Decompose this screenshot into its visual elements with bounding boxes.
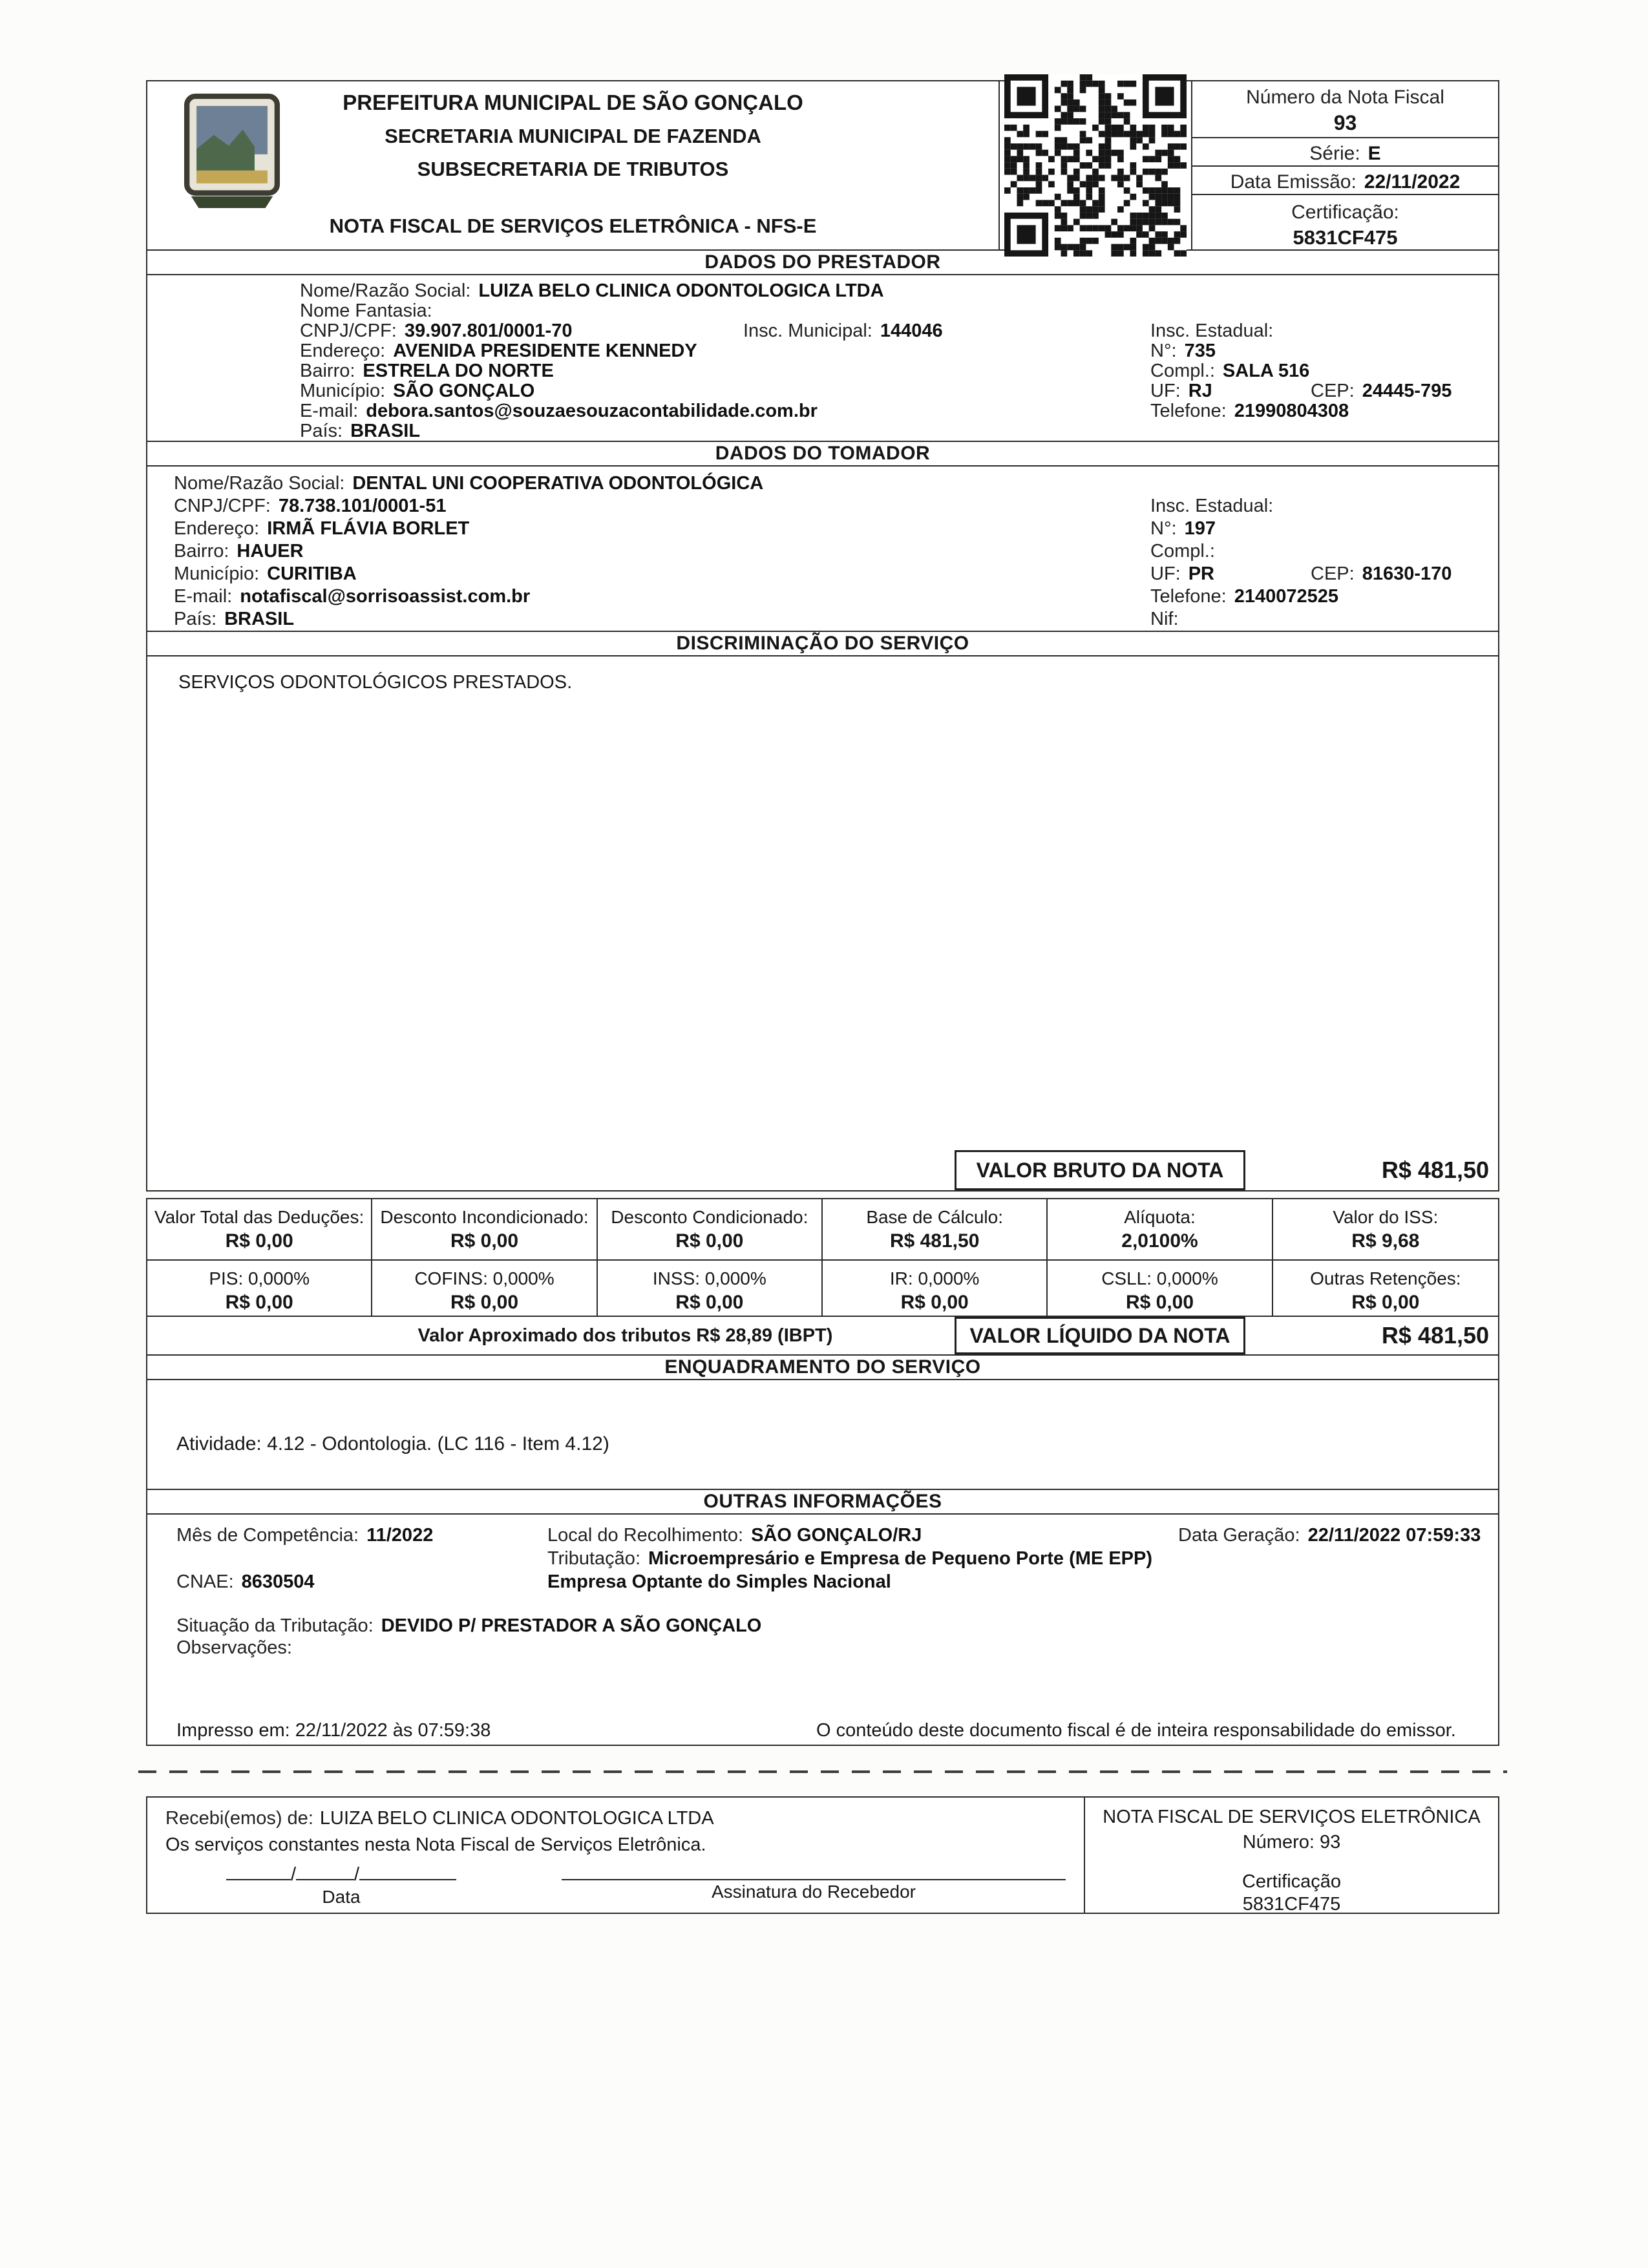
prestador-razao-line	[147, 280, 1498, 300]
competencia-pair: Mês de Competência: 11/2022	[176, 1525, 434, 1546]
compl-label: Compl.:	[1150, 541, 1215, 562]
net-value-amount: R$ 481,50	[1381, 1322, 1489, 1349]
bairro-value: HAUER	[237, 541, 304, 562]
emission-date-label: Data Emissão:	[1230, 171, 1357, 193]
tomador-municipio-line	[147, 563, 1498, 586]
certification-label: Certificação:	[1291, 201, 1399, 223]
prestador-section	[146, 274, 1499, 442]
tomador-bairro-line	[147, 541, 1498, 563]
atividade-text: Atividade: 4.12 - Odontologia. (LC 116 - Item 4.12)	[176, 1433, 609, 1454]
header-org-block	[147, 81, 998, 249]
responsabilidade-text: O conteúdo deste documento fiscal é de inteira responsabilidade do emissor.	[816, 1720, 1456, 1741]
municipio-value: CURITIBA	[267, 563, 357, 584]
tomador-endereco-line	[147, 518, 1498, 541]
pais-label: País:	[300, 421, 343, 441]
data-geracao-pair: Data Geração: 22/11/2022 07:59:33	[1178, 1525, 1481, 1546]
prestador-fantasia-line	[147, 300, 1498, 320]
prestador-cnpj-line	[147, 320, 1498, 341]
org-name-line3: SUBSECRETARIA DE TRIBUTOS	[417, 158, 729, 180]
gross-value-label-cell: VALOR BRUTO DA NOTA	[955, 1150, 1245, 1190]
service-description-section	[146, 655, 1499, 1192]
razao-label: Nome/Razão Social:	[174, 473, 345, 494]
tax-cell-pis: PIS: 0,000% R$ 0,00	[147, 1261, 372, 1316]
certification-cell	[1192, 195, 1498, 249]
pais-label: País:	[174, 609, 217, 629]
bairro-label: Bairro:	[174, 541, 229, 562]
date-caption: Data	[322, 1887, 361, 1907]
section-bar-enquadramento: ENQUADRAMENTO DO SERVIÇO	[146, 1354, 1499, 1380]
prestador-email-line	[147, 401, 1498, 421]
section-bar-outras-informacoes: OUTRAS INFORMAÇÕES	[146, 1489, 1499, 1515]
razao-value: DENTAL UNI COOPERATIVA ODONTOLÓGICA	[352, 473, 764, 494]
qr-code-cell	[998, 81, 1192, 249]
pais-value: BRASIL	[350, 421, 421, 441]
tear-dashed-line	[138, 1770, 1507, 1773]
net-value-label-cell: VALOR LÍQUIDO DA NOTA	[955, 1317, 1245, 1354]
service-description-text: SERVIÇOS ODONTOLÓGICOS PRESTADOS.	[178, 672, 573, 693]
serie-label: Série:	[1309, 142, 1360, 164]
tax-cell-inss: INSS: 0,000% R$ 0,00	[598, 1261, 823, 1316]
uf-value: PR	[1188, 563, 1215, 584]
receiver-signature-field	[562, 1861, 1066, 1902]
cnae-pair: CNAE: 8630504	[176, 1571, 315, 1592]
endereco-label: Endereço:	[174, 518, 260, 539]
email-label: E-mail:	[174, 586, 233, 607]
simples-nacional-text: Empresa Optante do Simples Nacional	[547, 1571, 891, 1592]
insc-municipal-value: 144046	[880, 320, 943, 341]
uf-cep-pair	[1150, 381, 1452, 402]
invoice-meta-column	[1192, 81, 1498, 249]
cep-label: CEP:	[1311, 563, 1355, 584]
serie-cell	[1192, 138, 1498, 167]
uf-label: UF:	[1150, 381, 1181, 401]
invoice-number-value: 93	[1333, 111, 1357, 134]
insc-municipal-label: Insc. Municipal:	[743, 320, 872, 341]
observacoes-label: Observações:	[176, 1637, 292, 1658]
pais-value: BRASIL	[224, 609, 295, 629]
compl-label: Compl.:	[1150, 361, 1215, 381]
invoice-number-cell	[1192, 81, 1498, 138]
qr-code-icon	[1004, 74, 1187, 257]
uf-cep-pair	[1150, 563, 1452, 585]
signature-line	[562, 1861, 1066, 1880]
tax-cell-desconto-condicionado: Desconto Condicionado: R$ 0,00	[598, 1199, 823, 1261]
razao-label: Nome/Razão Social:	[300, 280, 471, 301]
numero-label: N°:	[1150, 518, 1177, 539]
nif-label: Nif:	[1150, 609, 1179, 629]
document-title: NOTA FISCAL DE SERVIÇOS ELETRÔNICA - NFS-E	[329, 215, 817, 237]
tomador-email-line	[147, 586, 1498, 609]
municipal-coat-of-arms-logo	[184, 93, 280, 215]
telefone-pair	[1150, 586, 1338, 607]
cnpj-label: CNPJ/CPF:	[174, 496, 271, 516]
prestador-bairro-line	[147, 361, 1498, 381]
signature-row	[147, 1861, 1084, 1906]
section-bar-discriminacao: DISCRIMINAÇÃO DO SERVIÇO	[146, 631, 1499, 656]
cep-label: CEP:	[1311, 381, 1355, 401]
bairro-label: Bairro:	[300, 361, 355, 381]
email-value: debora.santos@souzaesouzacontabilidade.com.br	[366, 401, 818, 421]
emission-date-value: 22/11/2022	[1364, 171, 1461, 193]
nif-pair	[1150, 609, 1179, 630]
enquadramento-section	[146, 1379, 1499, 1490]
endereco-value: AVENIDA PRESIDENTE KENNEDY	[393, 341, 697, 361]
tributacao-pair: Tributação: Microempresário e Empresa de Pequeno Porte (ME EPP)	[547, 1548, 1153, 1569]
invoice-header	[146, 80, 1499, 251]
municipio-label: Município:	[300, 381, 386, 401]
nfse-invoice-document	[146, 80, 1499, 1914]
insc-estadual-pair	[1150, 496, 1273, 517]
section-bar-tomador: DADOS DO TOMADOR	[146, 441, 1499, 467]
org-name-line2: SECRETARIA MUNICIPAL DE FAZENDA	[385, 125, 761, 147]
compl-value: SALA 516	[1222, 361, 1310, 381]
cep-value: 81630-170	[1362, 563, 1452, 584]
telefone-label: Telefone:	[1150, 586, 1227, 607]
cnpj-value: 78.738.101/0001-51	[278, 496, 447, 516]
stub-right-block	[1085, 1798, 1498, 1913]
serie-value: E	[1368, 142, 1381, 164]
gross-row-spacer	[147, 1150, 955, 1190]
tax-cell-deducoes: Valor Total das Deduções: R$ 0,00	[147, 1199, 372, 1261]
cnpj-value: 39.907.801/0001-70	[404, 320, 573, 341]
endereco-value: IRMÃ FLÁVIA BORLET	[267, 518, 470, 539]
receipt-stub	[146, 1796, 1499, 1914]
emission-date-cell	[1192, 167, 1498, 195]
insc-municipal-pair	[743, 320, 943, 342]
municipio-value: SÃO GONÇALO	[393, 381, 535, 401]
gross-value-amount: R$ 481,50	[1381, 1157, 1489, 1183]
tax-cell-cofins: COFINS: 0,000% R$ 0,00	[372, 1261, 597, 1316]
tax-cell-csll: CSLL: 0,000% R$ 0,00	[1048, 1261, 1273, 1316]
telefone-value: 21990804308	[1234, 401, 1349, 421]
stub-numero: Número: 93	[1242, 1832, 1341, 1853]
certification-value: 5831CF475	[1293, 226, 1398, 249]
email-label: E-mail:	[300, 401, 359, 421]
signature-caption: Assinatura do Recebedor	[712, 1882, 916, 1902]
approx-taxes-text: Valor Aproximado dos tributos R$ 28,89 (IBPT)	[417, 1325, 833, 1346]
impresso-text: Impresso em: 22/11/2022 às 07:59:38	[176, 1720, 491, 1741]
org-name-line1: PREFEITURA MUNICIPAL DE SÃO GONÇALO	[343, 90, 803, 114]
tomador-cnpj-line	[147, 496, 1498, 518]
prestador-municipio-line	[147, 381, 1498, 401]
tomador-pais-line	[147, 609, 1498, 631]
tomador-razao-line	[147, 473, 1498, 496]
fantasia-label: Nome Fantasia:	[300, 300, 432, 321]
tax-table	[146, 1198, 1499, 1317]
tax-cell-outras-retencoes: Outras Retenções: R$ 0,00	[1310, 1268, 1461, 1313]
tax-cell-aliquota: Alíquota: 2,0100%	[1048, 1199, 1273, 1261]
cep-value: 24445-795	[1362, 381, 1452, 401]
section-bar-prestador: DADOS DO PRESTADOR	[146, 249, 1499, 275]
uf-label: UF:	[1150, 563, 1181, 584]
telefone-pair	[1150, 401, 1349, 422]
recebi-line: Recebi(emos) de: LUIZA BELO CLINICA ODONTOLOGICA LTDA	[165, 1808, 714, 1829]
numero-value: 735	[1184, 341, 1216, 361]
compl-pair	[1150, 541, 1215, 562]
stub-left-block	[147, 1798, 1085, 1913]
gross-value-row	[147, 1150, 1498, 1190]
insc-estadual-label: Insc. Estadual:	[1150, 496, 1274, 516]
tax-cell-valor-iss: Valor do ISS: R$ 9,68	[1273, 1199, 1498, 1261]
razao-value: LUIZA BELO CLINICA ODONTOLOGICA LTDA	[478, 280, 884, 301]
stub-cert-label: Certificação	[1241, 1871, 1342, 1892]
municipio-label: Município:	[174, 563, 260, 584]
numero-label: N°:	[1150, 341, 1177, 361]
local-recolhimento-pair: Local do Recolhimento: SÃO GONÇALO/RJ	[547, 1525, 922, 1546]
invoice-number-label: Número da Nota Fiscal	[1246, 87, 1444, 108]
numero-pair	[1150, 341, 1216, 362]
insc-estadual-pair	[1150, 320, 1273, 342]
insc-estadual-label: Insc. Estadual:	[1150, 320, 1274, 341]
tax-cell-ir: IR: 0,000% R$ 0,00	[823, 1261, 1048, 1316]
endereco-label: Endereço:	[300, 341, 386, 361]
servicos-line: Os serviços constantes nesta Nota Fiscal de Serviços Eletrônica.	[165, 1834, 706, 1855]
numero-pair	[1150, 518, 1216, 540]
uf-value: RJ	[1188, 381, 1212, 401]
prestador-endereco-line	[147, 341, 1498, 361]
outras-informacoes-section	[146, 1513, 1499, 1746]
stub-nfse-title: NOTA FISCAL DE SERVIÇOS ELETRÔNICA	[1103, 1807, 1481, 1827]
cnpj-label: CNPJ/CPF:	[300, 320, 397, 341]
telefone-label: Telefone:	[1150, 401, 1227, 421]
net-value-row	[146, 1316, 1499, 1356]
prestador-pais-line	[147, 421, 1498, 441]
tax-cell-desconto-incondicionado: Desconto Incondicionado: R$ 0,00	[372, 1199, 597, 1261]
tax-cell-base-calculo: Base de Cálculo: R$ 481,50	[823, 1199, 1048, 1261]
tomador-section	[146, 465, 1499, 632]
numero-value: 197	[1184, 518, 1216, 539]
bairro-value: ESTRELA DO NORTE	[363, 361, 554, 381]
situacao-tributacao-pair: Situação da Tributação: DEVIDO P/ PRESTADOR A SÃO GONÇALO	[176, 1615, 762, 1636]
stub-cert-value: 5831CF475	[1242, 1894, 1341, 1915]
date-signature-field: / / Data	[212, 1861, 470, 1907]
telefone-value: 2140072525	[1234, 586, 1338, 607]
compl-pair	[1150, 361, 1309, 382]
email-value: notafiscal@sorrisoassist.com.br	[240, 586, 531, 607]
